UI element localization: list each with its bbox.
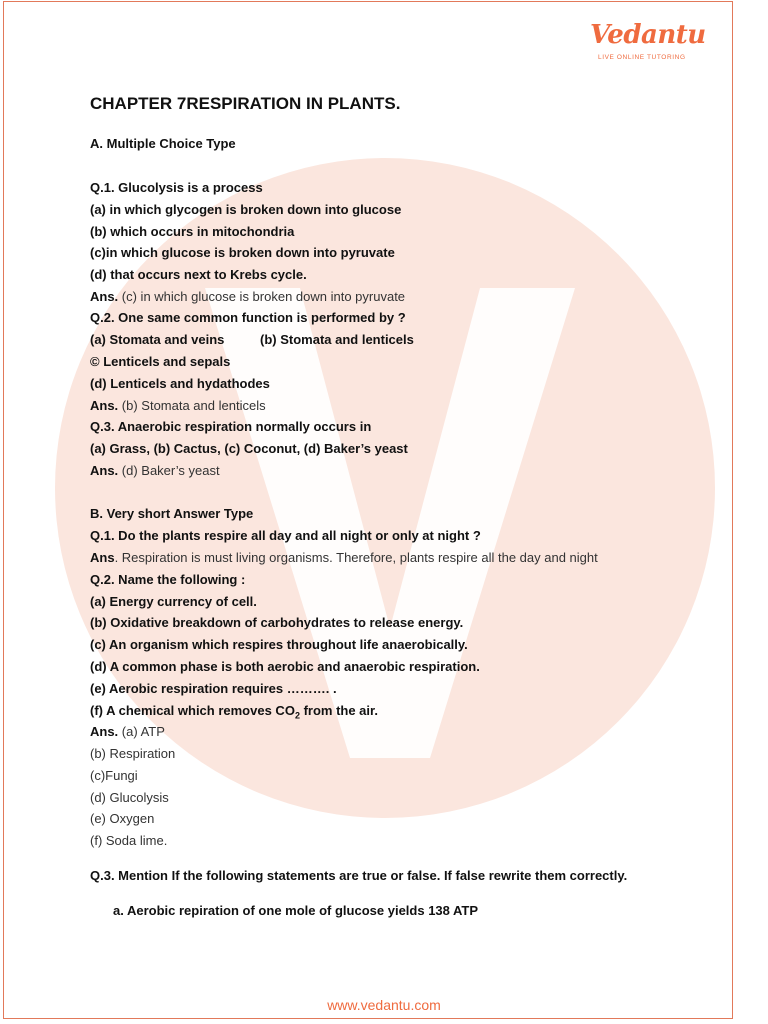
b-q3-question: Q.3. Mention If the following statements are true or false. If false rewrite them correctly. [90, 868, 628, 883]
b-q2-answer-line: (d) Glucolysis [90, 790, 169, 805]
a-q1-option: (b) which occurs in mitochondria [90, 224, 295, 239]
b-q1-question: Q.1. Do the plants respire all day and all night or only at night ? [90, 528, 481, 543]
b-q2-answer-line: (f) Soda lime. [90, 833, 168, 848]
a-q1-answer [90, 289, 405, 305]
a-q2-option: © Lenticels and sepals [90, 354, 231, 369]
item-text: (f) A chemical which removes CO [90, 703, 295, 718]
a-q1-option: (d) that occurs next to Krebs cycle. [90, 267, 307, 282]
b-q2-question: Q.2. Name the following : [90, 572, 246, 587]
a-q2-option: (d) Lenticels and hydathodes [90, 376, 270, 391]
a-q2-option: (b) Stomata and lenticels [260, 332, 414, 347]
answer-label: Ans. [90, 398, 119, 413]
answer-text: (b) Stomata and lenticels [118, 398, 266, 413]
b-q2-answer-line: (b) Respiration [90, 746, 176, 761]
a-q1-option: (a) in which glycogen is broken down into glucose [90, 202, 402, 217]
a-q3-question: Q.3. Anaerobic respiration normally occurs in [90, 419, 372, 434]
answer-text: (a) ATP [118, 724, 165, 739]
a-q1-option: (c)in which glucose is broken down into pyruvate [90, 245, 395, 260]
logo-wordmark: Vedantu [590, 20, 706, 50]
a-q2-question: Q.2. One same common function is performed by ? [90, 310, 406, 325]
a-q3-options: (a) Grass, (b) Cactus, (c) Coconut, (d) Baker’s yeast [90, 441, 408, 456]
answer-text: (d) Baker’s yeast [118, 463, 220, 478]
answer-text: . Respiration is must living organisms. Therefore, plants respire all the day and night [114, 550, 598, 565]
b-q2-item: (c) An organism which respires throughout life anaerobically. [90, 637, 468, 652]
logo-tagline: LIVE ONLINE TUTORING [598, 54, 686, 61]
a-q1-question: Q.1. Glucolysis is a process [90, 180, 263, 195]
section-a-heading: A. Multiple Choice Type [90, 136, 236, 151]
b-q2-item: (d) A common phase is both aerobic and anaerobic respiration. [90, 659, 480, 674]
section-b-heading: B. Very short Answer Type [90, 506, 254, 521]
answer-label: Ans. [90, 463, 119, 478]
item-text: from the air. [299, 703, 378, 718]
b-q3-item: a. Aerobic repiration of one mole of glucose yields 138 ATP [113, 903, 479, 918]
answer-label: Ans [90, 550, 115, 565]
answer-label: Ans. [90, 289, 119, 304]
b-q2-item: (a) Energy currency of cell. [90, 594, 257, 609]
subscript: 2 [294, 710, 300, 721]
chapter-title: CHAPTER 7RESPIRATION IN PLANTS. [90, 94, 401, 113]
b-q2-answer [90, 724, 165, 740]
b-q2-item: (e) Aerobic respiration requires ………. . [90, 681, 337, 696]
a-q3-answer [90, 463, 220, 479]
b-q2-answer-line: (c)Fungi [90, 768, 138, 783]
a-q2-answer [90, 398, 266, 414]
b-q2-item-f [90, 703, 378, 724]
footer-url[interactable]: www.vedantu.com [327, 997, 441, 1013]
b-q2-item: (b) Oxidative breakdown of carbohydrates to release energy. [90, 615, 464, 630]
answer-text: (c) in which glucose is broken down into pyruvate [118, 289, 406, 304]
b-q1-answer [90, 550, 598, 566]
answer-label: Ans. [90, 724, 119, 739]
a-q2-option: (a) Stomata and veins [90, 332, 225, 347]
vedantu-logo [590, 20, 720, 66]
b-q2-answer-line: (e) Oxygen [90, 811, 155, 826]
